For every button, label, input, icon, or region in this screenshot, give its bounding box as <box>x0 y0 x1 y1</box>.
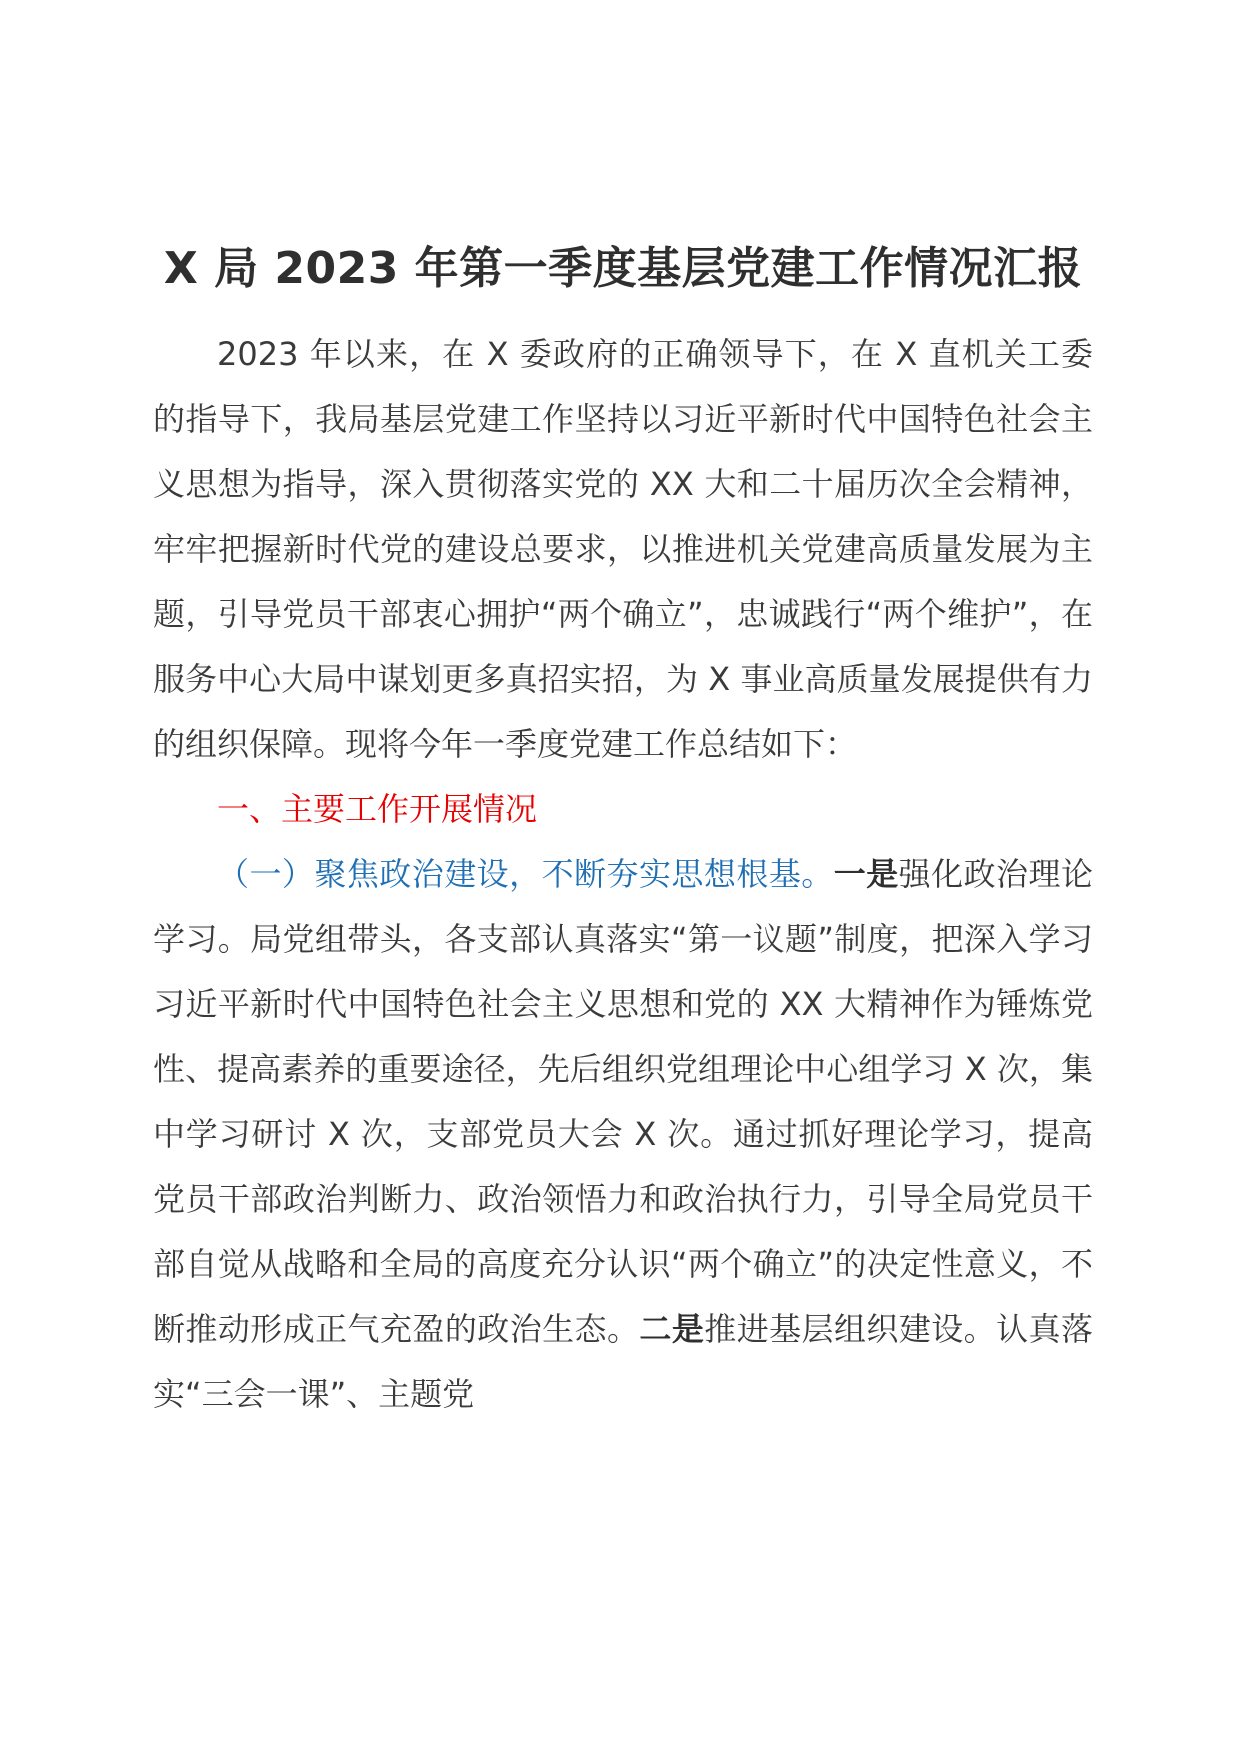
document-title: X 局 2023 年第一季度基层党建工作情况汇报 <box>163 243 1083 294</box>
point-two-text: 推进基层组织建设。认真落实“三会一课”、主题党 <box>153 1310 1093 1413</box>
subsection-heading: （一）聚焦政治建设，不断夯实思想根基。 <box>217 855 834 893</box>
section-heading: 一、主要工作开展情况 <box>217 790 538 828</box>
document-body <box>153 238 1093 1427</box>
intro-paragraph: 2023 年以来，在 X 委政府的正确领导下，在 X 直机关工委的指导下，我局基层党建工作坚持以习近平新时代中国特色社会主义思想为指导，深入贯彻落实党的 XX 大和二十届历次全会精神，牢牢把握新时代党的建设总要求，以推进机关党建高质量发展为主题，引导党员干部衷心拥护“两个确立”，忠诚践行“两个维护”，在服务中心大局中谋划更多真招实招，为 X 事业高质量发展提供有力的组织保障。现将今年一季度党建工作总结如下： <box>153 335 1093 763</box>
point-one-label: 一是 <box>833 855 899 893</box>
point-one-text: 强化政治理论学习。局党组带头，各支部认真落实“第一议题”制度，把深入学习习近平新时代中国特色社会主义思想和党的 XX 大精神作为锤炼党性、提高素养的重要途径，先后组织党组理论中心组学习 X 次，集中学习研讨 X 次，支部党员大会 X 次。通过抓好理论学习，提高党员干部政治判断力、政治领悟力和政治执行力，引导全局党员干部自觉从战略和全局的高度充分认识“两个确立”的决定性意义，不断推动形成正气充盈的政治生态。 <box>153 855 1093 1348</box>
point-two-label: 二是 <box>639 1310 705 1348</box>
subsection-paragraph <box>153 842 1093 1427</box>
